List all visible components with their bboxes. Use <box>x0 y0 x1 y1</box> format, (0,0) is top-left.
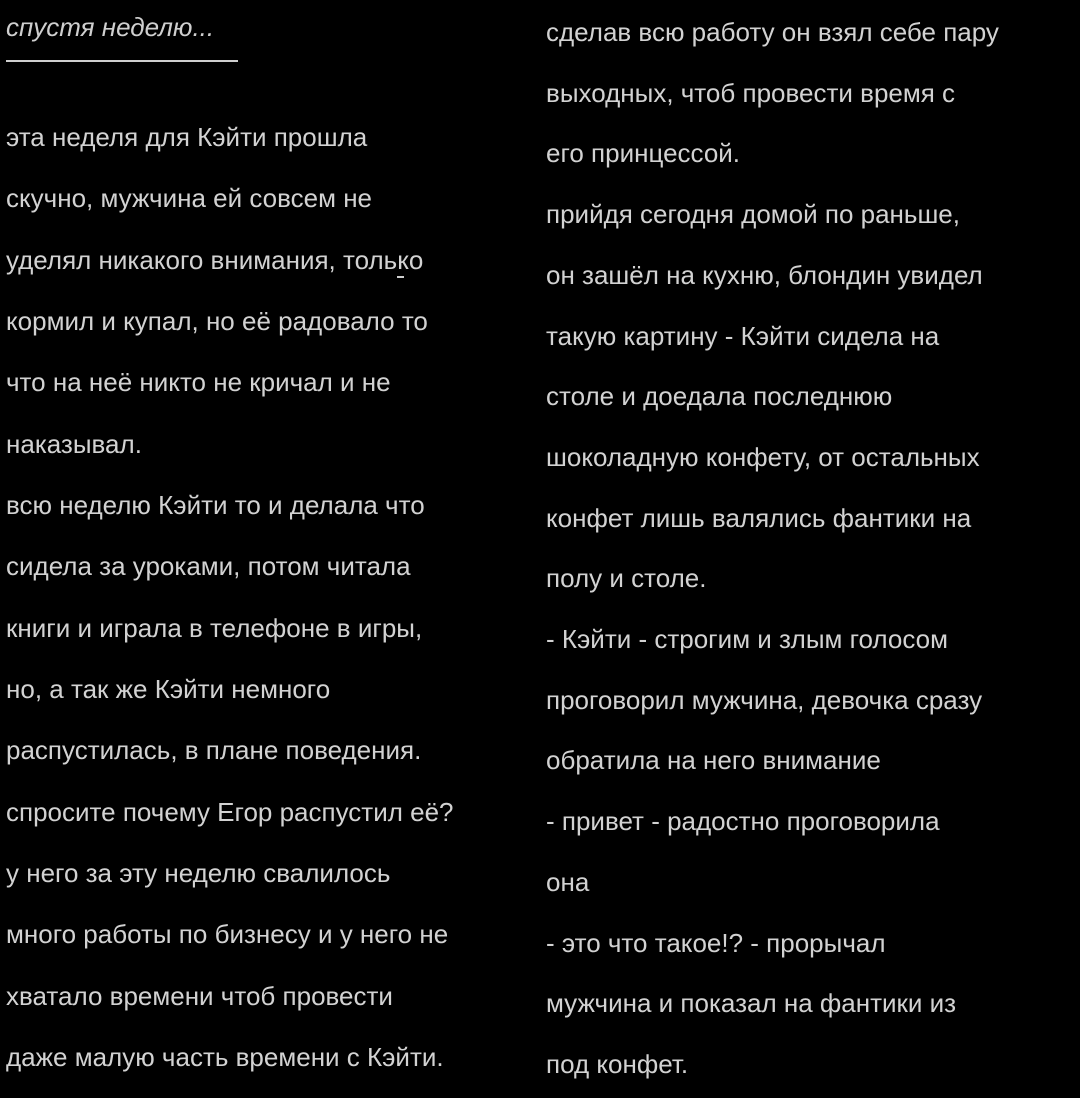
text-line: мужчина и показал на фантики из <box>546 988 957 1018</box>
text-line: столе и доедала последнюю <box>546 381 893 411</box>
text-line: сидела за уроками, потом читала <box>6 551 411 581</box>
text-line: хватало времени чтоб провести <box>6 981 393 1011</box>
text-line: он зашёл на кухню, блондин увидел <box>546 260 983 290</box>
text-line: книги и играла в телефоне в игры, <box>6 613 423 643</box>
text-line: - привет - радостно проговорила <box>546 806 940 836</box>
text-line: полу и столе. <box>546 563 707 593</box>
text-line: конфет лишь валялись фантики на <box>546 503 972 533</box>
story-heading: спустя неделю... <box>6 12 215 42</box>
text-line: кормил и купал, но её радовало то <box>6 306 428 336</box>
text-line: у него за эту неделю свалилось <box>6 858 391 888</box>
text-line: шоколадную конфету, от остальных <box>546 442 980 472</box>
text-line: проговорил мужчина, девочка сразу <box>546 685 983 715</box>
text-line: даже малую часть времени с Кэйти. <box>6 1042 444 1072</box>
text-line: наказывал. <box>6 429 142 459</box>
text-line: такую картину - Кэйти сидела на <box>546 321 940 351</box>
text-line: сделав всю работу он взял себе пару <box>546 17 999 47</box>
text-line: его принцессой. <box>546 138 741 168</box>
stray-dash-mark <box>397 276 404 278</box>
text-line: спросите почему Егор распустил её? <box>6 797 454 827</box>
text-line: эта неделя для Кэйти прошла <box>6 122 368 152</box>
text-line: всю неделю Кэйти то и делала что <box>6 490 425 520</box>
text-line: много работы по бизнесу и у него не <box>6 919 449 949</box>
text-line: выходных, чтоб провести время с <box>546 78 956 108</box>
text-line: скучно, мужчина ей совсем не <box>6 183 373 213</box>
text-line: обратила на него внимание <box>546 745 881 775</box>
heading-underline <box>6 60 238 62</box>
text-line: прийдя сегодня домой по раньше, <box>546 199 960 229</box>
text-line: - Кэйти - строгим и злым голосом <box>546 624 948 654</box>
text-line: под конфет. <box>546 1049 689 1079</box>
text-line: - это что такое!? - прорычал <box>546 928 886 958</box>
text-line: она <box>546 867 590 897</box>
text-line: уделял никакого внимания, только <box>6 245 424 275</box>
text-line: что на неё никто не кричал и не <box>6 367 391 397</box>
text-line: но, а так же Кэйти немного <box>6 674 331 704</box>
text-line: распустилась, в плане поведения. <box>6 735 422 765</box>
